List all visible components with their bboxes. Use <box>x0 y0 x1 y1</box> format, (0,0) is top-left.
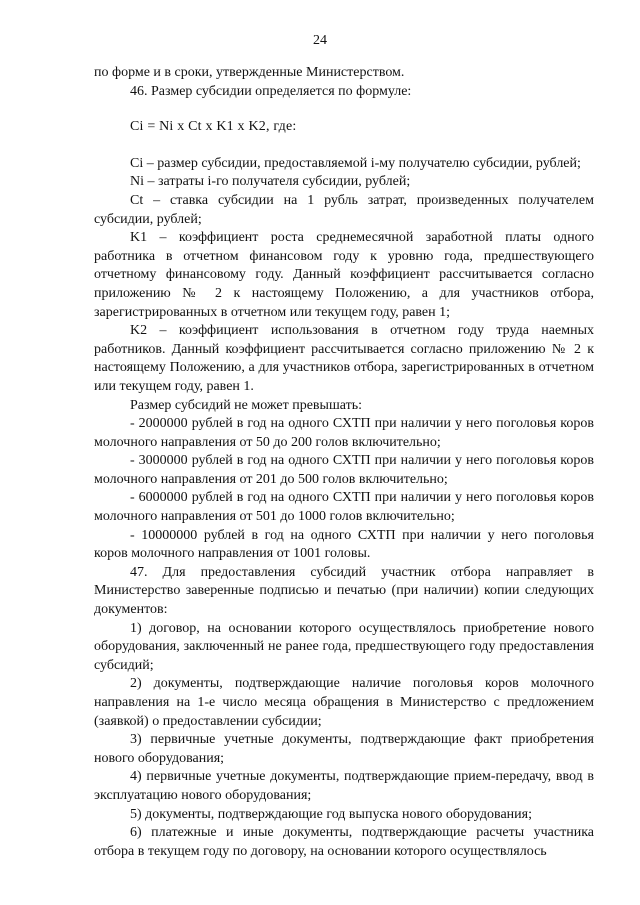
paragraph: K2 – коэффициент использования в отчетном году труда наемных работников. Данный коэффициент рассчитывается согласно приложению № 2 к настоящему Положению, а для участников отбора, зарегистрированных в отчетном или текущем году, равен 1. <box>94 323 594 394</box>
paragraph: 46. Размер субсидии определяется по формуле: <box>130 83 412 99</box>
paragraph: по форме и в сроки, утвержденные Министерством. <box>94 65 405 80</box>
paragraph: Размер субсидий не может превышать: <box>130 397 362 413</box>
document-body <box>94 64 594 861</box>
paragraph: - 2000000 рублей в год на одного СХТП при наличии у него поголовья коров молочного направления от 50 до 200 голов включительно; <box>94 416 594 450</box>
page-number: 24 <box>313 33 327 48</box>
paragraph: 47. Для предоставления субсидий участник отбора направляет в Министерство заверенные подписью и печатью (при наличии) копии следующих документов: <box>94 564 594 618</box>
paragraph: 2) документы, подтверждающие наличие поголовья коров молочного направления на 1-е число месяца обращения в Министерство с предложением (заявкой) о предоставлении субсидии; <box>94 676 594 729</box>
paragraph: - 10000000 рублей в год на одного СХТП при наличии у него поголовья коров молочного направления от 1001 головы. <box>94 527 594 562</box>
paragraph: 5) документы, подтверждающие год выпуска нового оборудования; <box>130 806 532 822</box>
formula-line: Ci = Ni x Ct x K1 x K2, где: <box>130 119 297 135</box>
paragraph: 1) договор, на основании которого осуществлялось приобретение нового оборудования, заключенный не ранее года, предшествующего году предоставления субсидий; <box>94 620 594 673</box>
paragraph: - 6000000 рублей в год на одного СХТП при наличии у него поголовья коров молочного направления от 501 до 1000 голов включительно; <box>94 490 594 525</box>
paragraph: - 3000000 рублей в год на одного СХТП при наличии у него поголовья коров молочного направления от 201 до 500 голов включительно; <box>94 453 594 487</box>
paragraph: 4) первичные учетные документы, подтверждающие прием-передачу, ввод в эксплуатацию нового оборудования; <box>94 769 594 803</box>
paragraph: 3) первичные учетные документы, подтверждающие факт приобретения нового оборудования; <box>94 732 594 766</box>
paragraph: Ci – размер субсидии, предоставляемой i-му получателю субсидии, рублей; <box>130 155 581 171</box>
paragraph: Ct – ставка субсидии на 1 рубль затрат, произведенных получателем субсидии, рублей; <box>94 192 594 227</box>
paragraph: K1 – коэффициент роста среднемесячной заработной платы одного работника в отчетном финансовом году к уровню года, предшествующего отчетному финансовому году. Данный коэффициент рассчитывается согласно приложению № 2 к настоящему Положению, а для участников отбора, зарегистрированных в отчетном или текущем году, равен 1; <box>94 230 594 320</box>
paragraph: 6) платежные и иные документы, подтверждающие расчеты участника отбора в текущем году по договору, на основании которого осуществлялось <box>94 825 594 859</box>
paragraph: Ni – затраты i-го получателя субсидии, рублей; <box>130 174 411 190</box>
